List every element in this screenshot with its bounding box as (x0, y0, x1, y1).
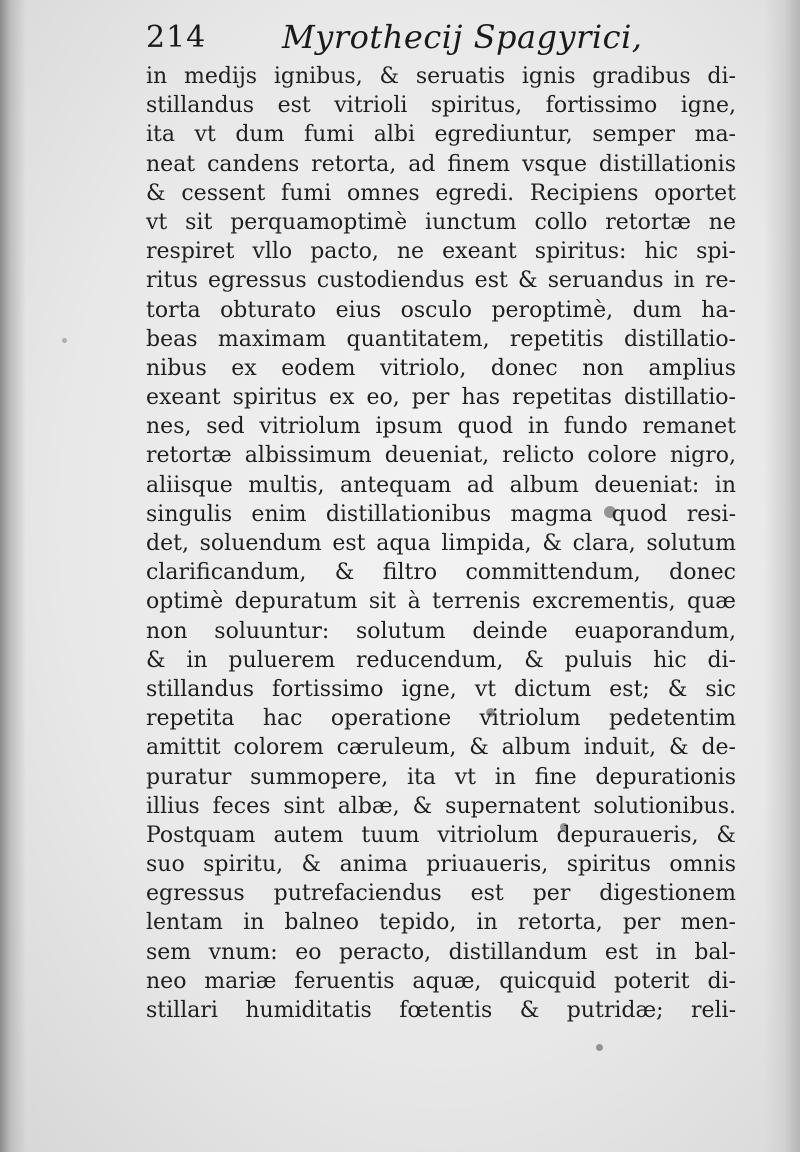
text-line: vt sit perquamoptimè iunctum collo retortæ ne (146, 209, 736, 235)
text-line: Postquam autem tuum vitriolum depuraueris, & (146, 822, 736, 848)
page-number: 214 (146, 20, 207, 55)
text-line: & in puluerem reducendum, & puluis hic di- (146, 647, 736, 673)
text-line: retortæ albissimum deueniat, relicto colore nigro, (146, 443, 736, 469)
text-line: egressus putrefaciendus est per digestionem (146, 881, 736, 907)
text-line: & cessent fumi omnes egredi. Recipiens oportet (146, 180, 736, 206)
text-line: exeant spiritus ex eo, per has repetitas distillatio- (146, 385, 736, 411)
ink-spot (596, 1044, 603, 1051)
text-line: illius feces sint albæ, & supernatent solutionibus. (146, 793, 736, 819)
ink-spot (62, 338, 67, 343)
text-line: aliisque multis, antequam ad album deueniat: in (146, 472, 736, 498)
text-line: neo mariæ feruentis aquæ, quicquid poterit di- (146, 968, 736, 994)
text-line: nes, sed vitriolum ipsum quod in fundo remanet (146, 414, 736, 440)
text-line: stillandus est vitrioli spiritus, fortissimo igne, (146, 93, 736, 119)
page-gutter-shadow (0, 0, 26, 1152)
text-line: beas maximam quantitatem, repetitis distillatio- (146, 326, 736, 352)
text-line: puratur summopere, ita vt in fine depurationis (146, 764, 736, 790)
text-line: clarificandum, & filtro committendum, donec (146, 560, 736, 586)
text-line: stillandus fortissimo igne, vt dictum est; & sic (146, 676, 736, 702)
text-line: amittit colorem cæruleum, & album induit, & de- (146, 735, 736, 761)
text-line: torta obturato eius osculo peroptimè, dum ha- (146, 297, 736, 323)
text-line: det, soluendum est aqua limpida, & clara, solutum (146, 531, 736, 556)
text-line: neat candens retorta, ad finem vsque distillationis (146, 151, 736, 177)
page-header (146, 18, 706, 62)
text-line: in medijs ignibus, & seruatis ignis gradibus di- (146, 64, 736, 89)
text-line: nibus ex eodem vitriolo, donec non amplius (146, 355, 736, 381)
text-line: repetita hac operatione vitriolum pedetentim (146, 706, 736, 732)
text-line: sem vnum: eo peracto, distillandum est in bal- (146, 939, 736, 965)
text-line: ritus egressus custodiendus est & seruandus in re- (146, 268, 736, 294)
text-line: stillari humiditatis fœtentis & putridæ; reli- (146, 998, 736, 1023)
text-line: respiret vllo pacto, ne exeant spiritus: hic spi- (146, 239, 736, 265)
body-text (146, 62, 736, 1025)
text-line: lentam in balneo tepido, in retorta, per men- (146, 910, 736, 936)
text-line: non soluuntur: solutum deinde euaporandum, (146, 618, 736, 644)
text-line: ita vt dum fumi albi egrediuntur, semper ma- (146, 122, 736, 148)
text-line: singulis enim distillationibus magma quod resi- (146, 501, 736, 527)
text-line: optimè depuratum sit à terrenis excrementis, quæ (146, 589, 736, 615)
page-edge-shadow (764, 0, 800, 1152)
text-line: suo spiritu, & anima priuaueris, spiritus omnis (146, 852, 736, 878)
running-title: Myrothecij Spagyrici, (282, 18, 643, 56)
